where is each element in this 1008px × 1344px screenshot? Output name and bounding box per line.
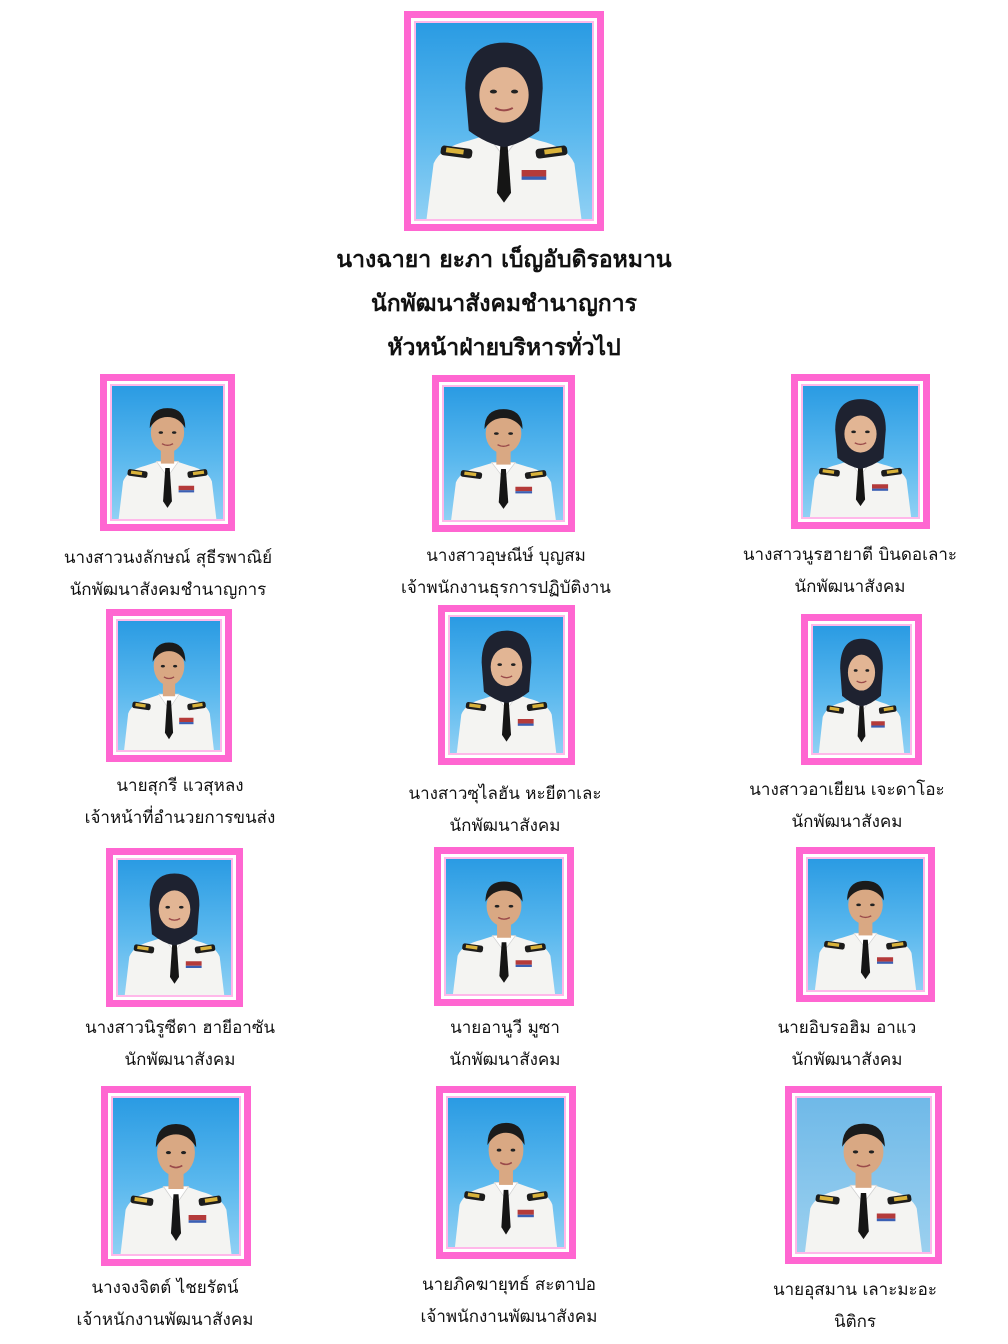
portrait-photo [797, 1098, 930, 1252]
ribbon-bar-icon [518, 1210, 534, 1215]
head-unit: หัวหน้าฝ่ายบริหารทั่วไป [387, 335, 621, 361]
staff-photo-frame [432, 375, 575, 532]
ribbon-bar-icon [179, 718, 193, 722]
staff-position: นักพัฒนาสังคมชำนาญการ [69, 580, 267, 600]
portrait-photo [118, 860, 231, 995]
staff-caption [355, 1012, 655, 1076]
staff-name: นายภิคฆายุทธ์ สะตาปอ [422, 1275, 596, 1295]
staff-caption [15, 1272, 315, 1336]
portrait-photo [118, 621, 220, 750]
staff-name: นายอิบรอฮิม อาแว [777, 1018, 917, 1038]
staff-position: เจ้าพนักงานธุรการปฏิบัติงาน [401, 578, 611, 598]
staff-name: นางสาวอาเยียน เจะดาโอะ [749, 780, 945, 800]
ribbon-bar-icon [877, 1214, 896, 1219]
staff-position: เจ้าพนักงานพัฒนาสังคม [420, 1307, 598, 1327]
face [491, 648, 523, 687]
ribbon-bar-icon [515, 487, 532, 491]
staff-name: นายอานูวี มูซา [450, 1018, 560, 1038]
staff-photo-frame [101, 1086, 251, 1266]
staff-caption [690, 539, 1008, 603]
portrait-figure [450, 617, 563, 753]
portrait-photo [446, 859, 562, 994]
ribbon-bar-icon [516, 960, 532, 965]
portrait-figure [113, 1098, 239, 1254]
ribbon-bar-icon [877, 957, 893, 961]
staff-position: เจ้าหนักงานพัฒนาสังคม [76, 1310, 254, 1330]
staff-position: นักพัฒนาสังคม [449, 1050, 561, 1070]
ribbon-bar-icon [189, 1215, 207, 1220]
portrait-figure [118, 860, 231, 995]
staff-photo-frame [434, 847, 574, 1006]
head-position: นักพัฒนาสังคมชำนาญการ [371, 291, 637, 317]
staff-photo-frame [791, 374, 930, 529]
head-photo-frame [404, 11, 604, 231]
portrait-photo [416, 23, 592, 219]
face [844, 415, 876, 452]
ribbon-bar-icon [871, 721, 885, 725]
staff-position: นักพัฒนาสังคม [449, 816, 561, 836]
staff-name: นางสาวนิรูซีตา ฮายีอาซัน [84, 1018, 275, 1038]
ribbon-bar-icon [186, 961, 202, 966]
staff-name: นางสาวซุไลฮัน หะยีตาเละ [408, 784, 602, 804]
staff-caption [359, 1269, 659, 1333]
portrait-figure [448, 1098, 564, 1247]
portrait-figure [446, 859, 562, 994]
staff-name: นางสาวนูรฮายาตี บินดอเลาะ [742, 545, 958, 565]
portrait-figure [444, 387, 563, 520]
portrait-photo [444, 387, 563, 520]
staff-photo-frame [106, 609, 232, 762]
face [159, 890, 191, 928]
staff-position: นิติกร [833, 1312, 877, 1332]
staff-caption [356, 540, 656, 604]
head-name: นางฉายา ยะภา เบ็ญอับดิรอหมาน [336, 247, 672, 273]
staff-caption [30, 1012, 330, 1076]
portrait-figure [808, 859, 923, 990]
staff-name: นางสาวนงลักษณ์ สุธีรพาณิย์ [63, 548, 273, 568]
staff-position: นักพัฒนาสังคม [791, 812, 903, 832]
staff-caption [697, 774, 997, 838]
portrait-photo [813, 626, 910, 753]
staff-photo-frame [438, 605, 575, 765]
portrait-figure [813, 626, 910, 753]
staff-name: นายสุกรี แวสุหลง [116, 776, 244, 796]
staff-position: นักพัฒนาสังคม [124, 1050, 236, 1070]
staff-caption [705, 1274, 1005, 1338]
portrait-figure [416, 23, 592, 219]
staff-caption [18, 542, 318, 606]
staff-photo-frame [106, 848, 243, 1007]
staff-name: นายอุสมาน เลาะมะอะ [772, 1280, 938, 1300]
staff-photo-frame [436, 1086, 576, 1259]
portrait-photo [112, 386, 223, 519]
face [848, 655, 875, 691]
portrait-figure [118, 621, 220, 750]
staff-position: นักพัฒนาสังคม [791, 1050, 903, 1070]
staff-name: นางจงจิตต์ ไชยรัตน์ [91, 1278, 239, 1298]
face [479, 67, 528, 123]
ribbon-bar-icon [522, 170, 547, 177]
portrait-photo [803, 386, 918, 517]
ribbon-bar-icon [179, 486, 195, 490]
ribbon-bar-icon [872, 484, 888, 488]
portrait-photo [808, 859, 923, 990]
portrait-figure [803, 386, 918, 517]
head-caption [254, 238, 754, 370]
staff-position: เจ้าหน้าที่อำนวยการขนส่ง [84, 808, 276, 828]
staff-caption [355, 778, 655, 842]
staff-caption [697, 1012, 997, 1076]
staff-caption [30, 770, 330, 834]
portrait-photo [450, 617, 563, 753]
portrait-figure [797, 1098, 930, 1252]
staff-position: นักพัฒนาสังคม [794, 577, 906, 597]
portrait-photo [113, 1098, 239, 1254]
ribbon-bar-icon [518, 719, 534, 724]
portrait-photo [448, 1098, 564, 1247]
staff-photo-frame [801, 614, 922, 765]
staff-photo-frame [796, 847, 935, 1002]
staff-photo-frame [100, 374, 235, 531]
staff-photo-frame [785, 1086, 942, 1264]
portrait-figure [112, 386, 223, 519]
staff-name: นางสาวอุษณีษ์ บุญสม [426, 546, 586, 566]
